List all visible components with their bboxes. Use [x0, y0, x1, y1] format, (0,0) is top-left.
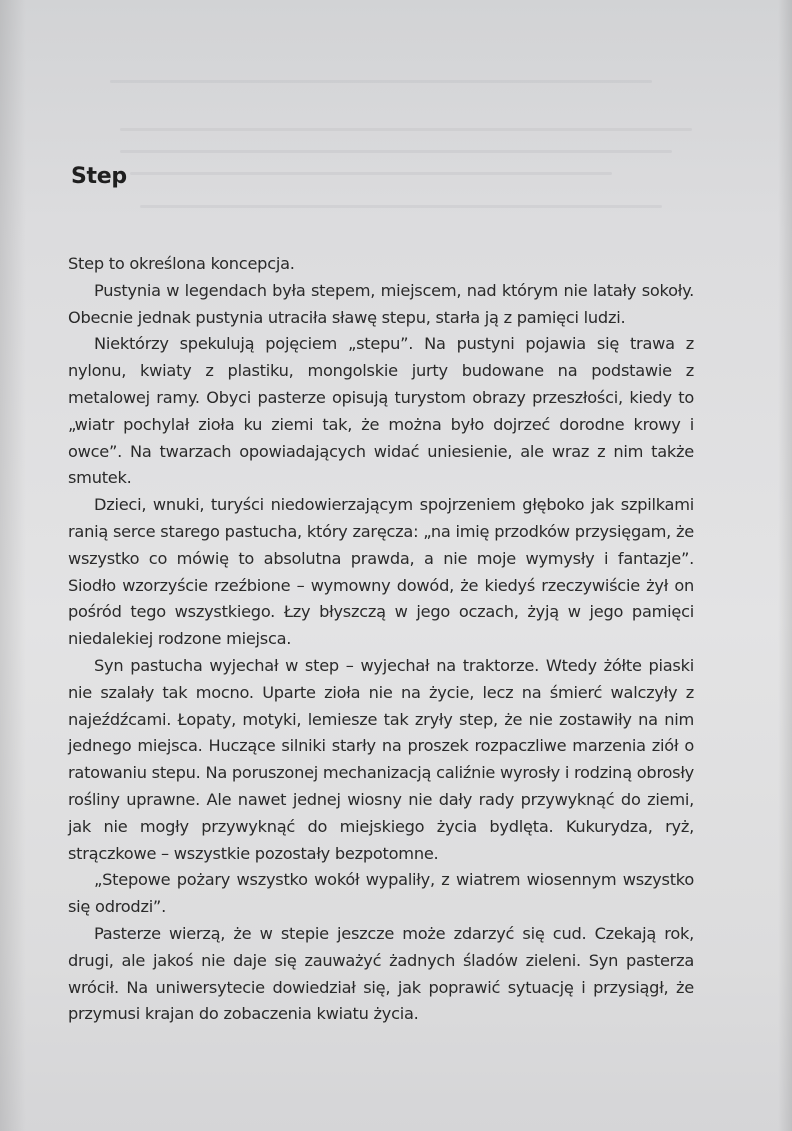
show-through-text-line: [130, 172, 612, 175]
page-title: Step: [71, 164, 127, 189]
show-through-text-line: [140, 205, 662, 208]
show-through-text-line: [120, 128, 692, 131]
paragraph: Pasterze wierzą, że w stepie jeszcze może zdarzyć się cud. Czekają rok, drugi, ale jakoś nie daje się zauważyć żadnych śladów zieleni. Syn pasterza wrócił. Na uniwersytecie dowiedział się, jak poprawić sytuację i przysiągł, że przymusi krajan do zobaczenia kwiatu życia.: [68, 923, 694, 1024]
body-text: [68, 251, 694, 1028]
paragraph: Niektórzy spekulują pojęciem „stepu”. Na pustyni pojawia się trawa z nylonu, kwiaty z plastiku, mongolskie jurty budowane na podstawie z metalowej ramy. Obyci pasterze opisują turystom obrazy przeszłości, kiedy to „wiatr pochylał zioła ku ziemi tak, że można było dojrzeć dorodne krowy i owce”. Na twarzach opowiadających widać uniesienie, ale wraz z nim także smutek.: [68, 334, 694, 488]
paragraph: Step to określona koncepcja.: [68, 254, 295, 273]
show-through-text-line: [120, 150, 672, 153]
paragraph: „Stepowe pożary wszystko wokół wypaliły, z wiatrem wiosennym wszystko się odrodzi”.: [68, 870, 694, 917]
show-through-text-line: [110, 80, 652, 83]
paragraph: Dzieci, wnuki, turyści niedowierzającym spojrzeniem głęboko jak szpilkami ranią serce starego pastucha, który zaręcza: „na imię przodków przysięgam, że wszystko co mówię to absolutna prawda, a nie moje wymysły i fantazje”. Siodło wzorzyście rzeźbione – wymowny dowód, że kiedyś rzeczywiście żył on pośród tego wszystkiego. Łzy błyszczą w jego oczach, żyją w jego pamięci niedalekiej rodzone miejsca.: [68, 495, 694, 649]
paragraph: Pustynia w legendach była stepem, miejscem, nad którym nie latały sokoły. Obecnie jednak pustynia utraciła sławę stepu, starła ją z pamięci ludzi.: [68, 280, 694, 327]
paragraph: Syn pastucha wyjechał w step – wyjechał na traktorze. Wtedy żółte piaski nie szalały tak mocno. Uparte zioła nie na życie, lecz na śmierć walczyły z najeźdźcami. Łopaty, motyki, lemiesze tak zryły step, że nie zostawiły na nim jednego miejsca. Huczące silniki starły na proszek rozpaczliwe marzenia ziół o ratowaniu stepu. Na poruszonej mechanizacją caliźnie wyrosły i rodziną obrosły rośliny uprawne. Ale nawet jednej wiosny nie dały rady przywyknąć do ziemi, jak nie mogły przywyknąć do miejskiego życia bydlęta. Kukurydza, ryż, strączkowe – wszystkie pozostały bezpotomne.: [68, 655, 695, 863]
